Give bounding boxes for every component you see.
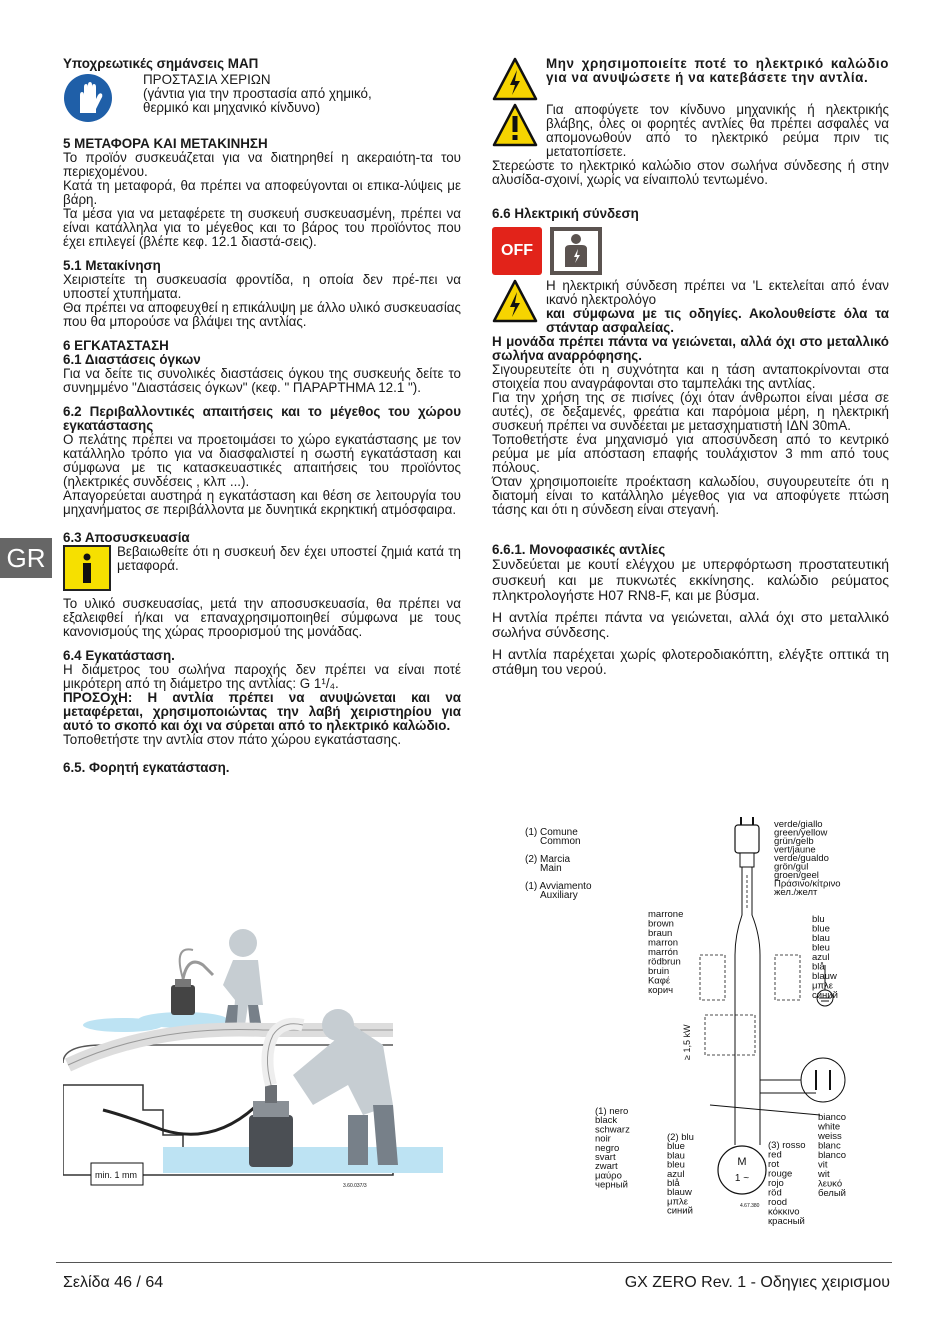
hand-protection-icon — [63, 73, 113, 123]
blue-bottom-wire-label-5: blå — [667, 1178, 680, 1189]
brown-wire-label-2: braun — [648, 928, 673, 939]
section-5-para-2: Κατά τη μεταφορά, θα πρέπει να αποφεύγονται οι επικα-λύψεις με βάρη. — [63, 178, 461, 207]
warning-cable-lift: Μην χρησιμοποιείτε ποτέ το ηλεκτρικό καλώδιο για να ανυψώσετε ή να κατεβάσετε την αντλία. — [546, 56, 889, 85]
section-6-6-1-para-3: Η αντλία παρέχεται χωρίς φλοτεροδιακόπτη, ελέγξτε οπτικά τη στάθμη του νερού. — [492, 645, 889, 677]
red-wire-label-3: rouge — [768, 1168, 793, 1180]
section-6-3-para: Το υλικό συσκευασίας, μετά την αποσυσκευασία, θα πρέπει να εξαλειφθεί ή/και να επαναχρησιμοποιηθεί σύμφωνα με τους κανονισμούς της χώρας προορισμού της μονάδας. — [63, 596, 461, 639]
black-wire-label-7: μαύρο — [595, 1170, 622, 1182]
ppe-desc-2: θερμικό και μηχανικό κίνδυνο) — [143, 100, 321, 115]
white-wire-label-2: weiss — [818, 1131, 842, 1142]
page-number: Σελίδα 46 / 64 — [63, 1274, 164, 1291]
section-6-4-title: 6.4 Εγκατάσταση. — [63, 648, 175, 663]
min-distance-label: min. 1 mm — [95, 1170, 138, 1180]
ppe-label: ΠΡΟΣΤΑΣΙΑ ΧΕΡΙΩΝ — [143, 72, 271, 87]
section-6-6-para-3: Για την χρήση της σε πισίνες (όχι όταν άνθρωποι είναι μέσα σε αυτές), σε δεξαμενές, φρεάτια και παρόμοια μέρη, η ηλεκτρική συσκευή πρέπει να συνδέεται με μετασχηματιστή IΔN 30mA. — [492, 390, 889, 433]
section-6-1-para: Για να δείτε τις συνολικές διαστάσεις όγκου της συσκευής δείτε το συνημμένο "Διαστάσεις όγκων" (κεφ. " ΠΑΡΑΡΤΗΜΑ 12.1 "). — [63, 366, 461, 395]
section-6-5-title: 6.5. Φορητή εγκατάσταση. — [63, 760, 230, 775]
section-6-3-title: 6.3 Αποσυσκευασία — [63, 530, 190, 545]
section-6-6-title: 6.6 Ηλεκτρική σύνδεση — [492, 206, 639, 221]
blue-wire-label-6: blauw — [812, 971, 837, 982]
brown-wire-label-8: корич — [648, 985, 674, 996]
white-wire-label-7: λευκό — [818, 1178, 843, 1190]
legend-item-5: Auxiliary — [540, 890, 578, 901]
red-wire-label-7: κόκκινο — [768, 1206, 800, 1218]
ppe-desc-1: (γάντια για την προστασία από χημικό, — [143, 86, 372, 101]
black-wire-label-0: (1) nero — [595, 1106, 629, 1117]
section-6-2-para-1: Ο πελάτης πρέπει να προετοιμάσει το χώρο εγκατάστασης με τον κατάλληλο τρόπο για να διασφαλιστεί η σωστή εγκατάσταση και σύμφωνα με τις κατασκευαστικές απαιτήσεις του προϊόντος (ηλεκτρικές συνδέσεις , κλπ ...). — [63, 432, 461, 489]
blue-bottom-wire-label-4: azul — [667, 1168, 685, 1180]
brown-wire-label-6: bruin — [648, 966, 670, 977]
section-6-6-1-para-1: Συνδεύεται με κουτί ελέγχου με υπερφόρτωση προστατευτική συσκευή και με πυκνωτές εκκίνησης. καλώδιο ρεύματος πληκτρολογήστε H07 RN8-F, και με βύσμα. — [492, 556, 889, 603]
blue-bottom-wire-label-1: blue — [667, 1141, 685, 1153]
green-wire-label-0: verde/giallo — [774, 819, 823, 830]
legend-item-2: (2) Marcia — [525, 854, 571, 865]
blue-wire-label-1: blue — [812, 923, 830, 935]
legend-item-1: Common — [540, 836, 581, 847]
section-6-title: 6 ΕΓΚΑΤΑΣΤΑΣΗ — [63, 338, 169, 353]
green-wire-label-7: Πράσινο/κίτρινο — [774, 878, 841, 890]
white-wire-label-4: blanco — [818, 1150, 846, 1161]
footer-rule — [56, 1262, 892, 1263]
electrician-icon — [550, 227, 602, 275]
power-threshold: ≥ 1,5 kW — [682, 1024, 692, 1060]
left-column — [63, 57, 461, 775]
blue-bottom-wire-label-0: (2) blu — [667, 1132, 694, 1143]
brown-wire-label-7: Καφέ — [648, 975, 671, 987]
document-title: GX ZERO Rev. 1 - Οδηγιες χειρισμου — [624, 1274, 890, 1291]
red-wire-label-5: röd — [768, 1187, 782, 1199]
green-wire-label-4: verde/gualdo — [774, 853, 829, 864]
right-column — [492, 57, 889, 678]
section-6-6-para-4: Τοποθετήστε ένα μηχανισμό για αποσύνδεση από το κεντρικό ρεύμα με μία απόσταση επαφής τουλάχιστον 3 mm από τους πόλους. — [492, 432, 889, 475]
section-6-6-1-title: 6.6.1. Μονοφασικές αντλίες — [492, 542, 666, 557]
section-6-4-para-1: Η διάμετρος του σωλήνα παροχής δεν πρέπει να είναι ποτέ μικρότερη από τη διάμετρο της αντλίας: G 1¹/₄. — [63, 662, 461, 691]
black-wire-label-5: svart — [595, 1152, 616, 1163]
brown-wire-label-5: rödbrun — [648, 956, 681, 968]
red-wire-label-8: красный — [768, 1216, 805, 1227]
section-5-1-para-2: Θα πρέπει να αποφευχθεί η επικάλυψη με άλλο υλικό συσκευασίας που θα μπορούσε να βλάψει της αντλίας. — [63, 300, 461, 329]
section-6-6-para-5: Όταν χρησιμοποιείτε προέκταση καλωδίου, συγουρευτείτε ότι η διατομή είναι το κατάλληλο μέγεθος για να αποφύγετε πτώση τάσης και ότι η σύνδεση είναι στεγανή. — [492, 474, 889, 517]
general-warning-icon — [492, 103, 538, 147]
section-5-1-title: 5.1 Μετακίνηση — [63, 258, 161, 273]
blue-wire-label-8: синий — [812, 990, 838, 1001]
blue-wire-label-0: blu — [812, 914, 825, 925]
section-6-6-grounding: Η μονάδα πρέπει πάντα να γειώνεται, αλλά όχι στο μεταλλικό σωλήνα αναρρόφησης. — [492, 334, 889, 363]
red-wire-label-6: rood — [768, 1197, 788, 1208]
section-5-1-para-1: Χειριστείτε τη συσκευασία φροντίδα, η οποία δεν πρέ-πει να υποστεί χτυπήματα. — [63, 272, 461, 301]
section-6-3-note: Βεβαιωθείτε ότι η συσκευή δεν έχει υποστεί ζημιά κατά τη μεταφορά. — [117, 544, 461, 573]
blue-bottom-wire-label-2: blau — [667, 1150, 685, 1162]
brown-wire-label-3: marron — [648, 937, 679, 949]
brown-wire-label-1: brown — [648, 918, 674, 930]
blue-wire-label-7: μπλε — [812, 980, 834, 992]
diagram-code: 4.67.380 — [740, 1203, 760, 1209]
warning-isolate: Για αποφύγετε τον κίνδυνο μηχανικής ή ηλεκτρικής βλάβης, όλες οι φορητές αντλίες θα πρέπει ασφαλές να απομονωθούν από το ηλεκτρικό ρεύμα πριν τις μετατοπίσετε. — [546, 102, 889, 159]
section-6-6-para-2: Σιγουρευτείτε ότι η συχνότητα και η τάση ανταποκρίνονται στα στοιχεία που αναγράφονται στο ταμπελάκι της αντλίας. — [492, 362, 889, 391]
section-6-2-title: 6.2 Περιβαλλοντικές απαιτήσεις και το μέγεθος του χώρου εγκατάστασης — [63, 404, 461, 433]
section-6-6-para-1b: και σύμφωνα με τις οδηγίες. Ακολουθείστε όλα τα στάνταρ ασφαλείας. — [546, 306, 889, 335]
green-wire-label-3: vert/jaune — [774, 844, 816, 856]
info-icon — [63, 545, 111, 591]
blue-wire-label-4: azul — [812, 952, 830, 963]
section-6-6-para-1: Η ηλεκτρική σύνδεση πρέπει να 'L εκτελείται από έναν ικανό ηλεκτρολόγο — [546, 278, 889, 307]
electric-hazard-icon — [492, 57, 538, 101]
red-wire-label-1: red — [768, 1149, 782, 1161]
black-wire-label-4: negro — [595, 1142, 620, 1154]
legend-item-4: (1) Avviamento — [525, 881, 592, 892]
section-5-para-3: Τα μέσα για να μεταφέρετε τη συσκευή συσκευασμένη, πρέπει να είναι κατάλληλα για το μέγεθος και το βάρος του προϊόντος που έχει επιλεγεί (βλέπε κεφ. 12.1 διαστά-σεις). — [63, 206, 461, 249]
blue-wire-label-5: blå — [812, 961, 825, 973]
white-wire-label-3: blanc — [818, 1140, 841, 1152]
green-wire-label-5: grön/gul — [774, 861, 809, 873]
blue-bottom-wire-label-8: синий — [667, 1205, 693, 1217]
red-wire-label-2: rot — [768, 1159, 780, 1170]
green-wire-label-6: groen/geel — [774, 870, 819, 881]
portable-installation-figure — [63, 905, 463, 1195]
black-wire-label-1: black — [595, 1115, 618, 1127]
black-wire-label-2: schwarz — [595, 1124, 630, 1136]
blue-wire-label-3: bleu — [812, 942, 830, 954]
section-5-para-1: Το προϊόν συσκευάζεται για να διατηρηθεί η ακεραιότη-τα του περιεχομένου. — [63, 150, 461, 179]
white-wire-label-6: wit — [818, 1169, 830, 1180]
black-wire-label-8: черный — [595, 1179, 628, 1191]
section-6-4-para-2: Τοποθετήστε την αντλία στον πάτο χώρου εγκατάστασης. — [63, 732, 402, 747]
wiring-diagram — [520, 815, 890, 1235]
section-6-4-warning: ΠΡΟΣΟχΗ: Η αντλία πρέπει να ανυψώνεται και να μεταφέρεται, χρησιμοποιώντας την λαβή χειριστηρίου για αυτό το σκοπό και όχι να σύρεται από το ηλεκτρικό καλώδιο. — [63, 690, 461, 733]
motor-phase: 1 ~ — [734, 1173, 750, 1184]
white-wire-label-0: bianco — [818, 1112, 846, 1123]
legend-item-3: Main — [540, 863, 562, 874]
red-wire-label-4: rojo — [768, 1178, 784, 1189]
green-wire-label-1: green/yellow — [774, 827, 828, 839]
red-wire-label-0: (3) rosso — [768, 1140, 806, 1151]
legend-item-0: (1) Comune — [525, 827, 578, 838]
warning-cable-fix: Στερεώστε το ηλεκτρικό καλώδιο στον σωλήνα σύνδεσης ή στην αλυσίδα-σχοινί, χωρίς να είναιπολύ τεντωμένο. — [492, 158, 889, 187]
blue-bottom-wire-label-3: bleu — [667, 1159, 685, 1171]
language-tab: GR — [0, 538, 52, 578]
section-6-1-title: 6.1 Διαστάσεις όγκων — [63, 352, 201, 367]
black-wire-label-3: noir — [595, 1133, 611, 1145]
off-badge: OFF — [492, 227, 542, 275]
electric-hazard-icon-2 — [492, 279, 538, 323]
black-wire-label-6: zwart — [595, 1161, 618, 1173]
white-wire-label-5: vit — [818, 1159, 828, 1171]
blue-wire-label-2: blau — [812, 933, 830, 944]
ppe-title: Υποχρεωτικές σημάνσεις ΜΑΠ — [63, 56, 259, 71]
figure-code: 3.60.037/3 — [343, 1183, 367, 1189]
white-wire-label-8: белый — [818, 1188, 846, 1199]
brown-wire-label-0: marrone — [648, 909, 684, 920]
section-6-6-1-para-2: Η αντλία πρέπει πάντα να γειώνεται, αλλά όχι στο μεταλλικό σωλήνα σύνδεσης. — [492, 608, 889, 640]
blue-bottom-wire-label-7: μπλε — [667, 1196, 689, 1208]
green-wire-label-2: grün/gelb — [774, 836, 814, 847]
motor-label: M — [737, 1156, 747, 1168]
section-6-2-para-2: Απαγορεύεται αυστηρά η εγκατάσταση και θέση σε λειτουργία του μηχανήματος σε περιβάλλοντα με δυνητικά εκρηκτική ατμόσφαιρα. — [63, 488, 461, 517]
brown-wire-label-4: marrón — [648, 947, 679, 958]
white-wire-label-1: white — [818, 1121, 841, 1133]
section-5-title: 5 ΜΕΤΑΦΟΡΑ ΚΑΙ ΜΕΤΑΚΙΝΗΣΗ — [63, 136, 268, 151]
green-wire-label-8: жел./желт — [774, 887, 818, 898]
blue-bottom-wire-label-6: blauw — [667, 1187, 692, 1199]
